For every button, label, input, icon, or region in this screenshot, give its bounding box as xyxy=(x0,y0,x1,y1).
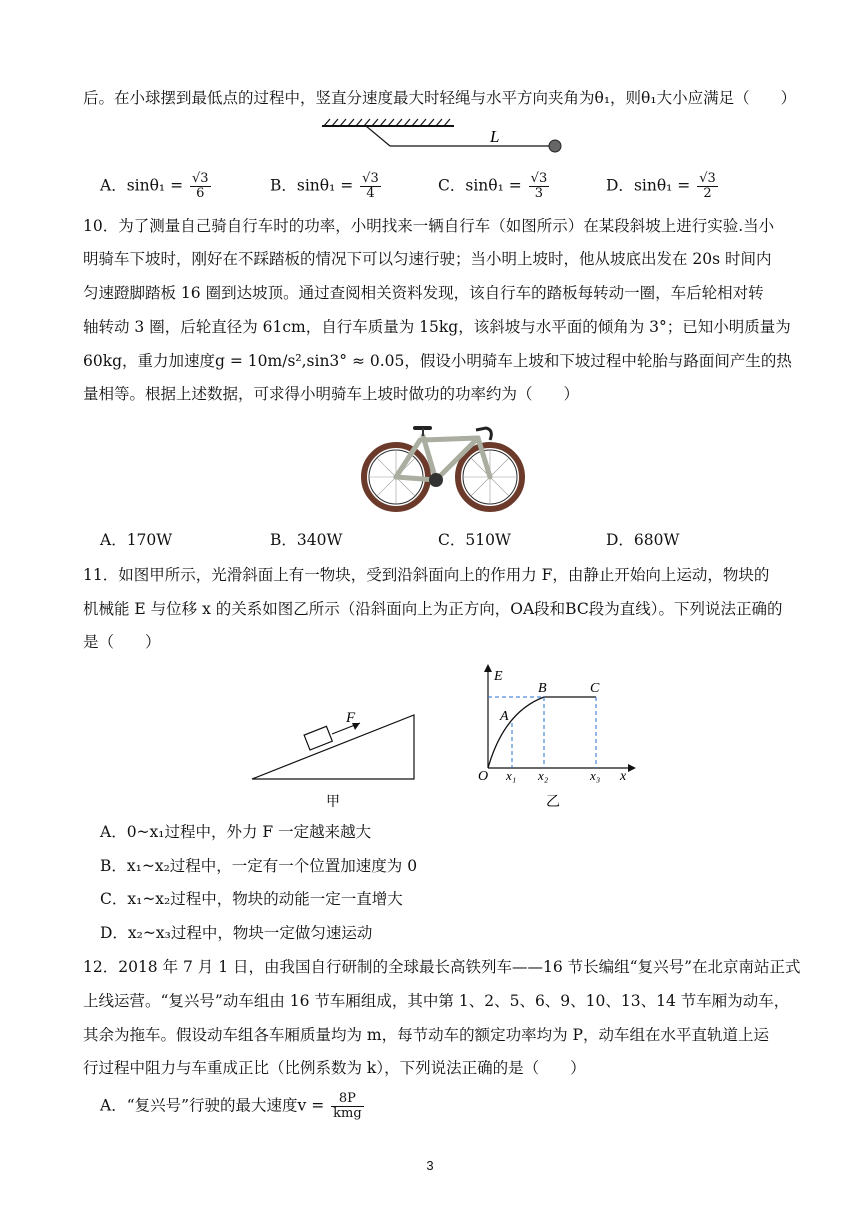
length-label: L xyxy=(490,127,500,146)
svg-text:B: B xyxy=(538,681,547,696)
q11-line-1: 11．如图甲所示，光滑斜面上有一物块，受到沿斜面向上的作用力 F，由静止开始向上运动，物块的 xyxy=(83,566,770,584)
q12-line-1: 12．2018 年 7 月 1 日，由我国自行研制的全球最长高铁列车——16 节长编组“复兴号”在北京南站正式 xyxy=(83,958,801,976)
q11-option-c[interactable]: C．x₁~x₂过程中，物块的动能一定一直增大 xyxy=(100,890,403,908)
energy-graph xyxy=(474,660,644,812)
q12-option-a[interactable]: A．“复兴号”行驶的最大速度v = $\frac{8P}{\text{kmg}}$ xyxy=(100,1091,362,1121)
svg-text:O: O xyxy=(478,769,489,784)
svg-text:A: A xyxy=(500,709,509,724)
q10-option-a[interactable]: A．170W xyxy=(100,531,173,549)
q10-line-3: 匀速蹬脚踏板 16 圈到达坡顶。通过查阅相关资料发现，该自行车的踏板每转动一圈，车后轮相对转 xyxy=(83,284,764,302)
pendulum-figure xyxy=(318,118,568,160)
svg-text:x₁: x₁ xyxy=(506,768,517,783)
svg-text:x: x xyxy=(620,769,627,784)
svg-text:x₃: x₃ xyxy=(590,768,601,783)
q9-text: 后。在小球摆到最低点的过程中，竖直分速度最大时轻绳与水平方向夹角为θ₁，则θ₁大小应满足（ ） xyxy=(83,89,797,107)
q10-line-4: 轴转动 3 圈，后轮直径为 61cm，自行车质量为 15kg，该斜坡与水平面的倾角为 3°；已知小明质量为 xyxy=(83,318,791,336)
q10-option-d[interactable]: D．680W xyxy=(606,531,680,549)
force-label: F xyxy=(346,710,356,726)
q11-option-b[interactable]: B．x₁~x₂过程中，一定有一个位置加速度为 0 xyxy=(100,857,418,875)
q11-line-3: 是（ ） xyxy=(83,633,161,651)
q10-option-b[interactable]: B．340W xyxy=(270,531,343,549)
q9-option-c[interactable]: C．sinθ₁ = $\frac{√3}{3}$ xyxy=(438,171,548,201)
svg-text:E: E xyxy=(494,669,503,684)
q10-option-c[interactable]: C．510W xyxy=(438,531,511,549)
q10-line-1: 10．为了测量自己骑自行车时的功率，小明找来一辆自行车（如图所示）在某段斜坡上进行实验.当小 xyxy=(83,217,775,235)
page-number: 3 xyxy=(426,1158,434,1173)
q12-line-3: 其余为拖车。假设动车组各车厢质量均为 m，每节动车的额定功率均为 P，动车组在水平直轨道上运 xyxy=(83,1026,769,1044)
q10-line-5: 60kg，重力加速度g = 10m/s²,sin3° ≈ 0.05，假设小明骑车上坡和下坡过程中轮胎与路面间产生的热 xyxy=(83,352,792,370)
q9-option-b[interactable]: B．sinθ₁ = $\frac{√3}{4}$ xyxy=(270,171,379,201)
incline-figure xyxy=(248,706,424,812)
ball xyxy=(549,140,561,152)
figure-jia-label: 甲 xyxy=(326,795,340,810)
q11-option-a[interactable]: A．0~x₁过程中，外力 F 一定越来越大 xyxy=(100,823,372,841)
q11-line-2: 机械能 E 与位移 x 的关系如图乙所示（沿斜面向上为正方向，OA段和BC段为直线）。下列说法正确的 xyxy=(83,600,783,618)
q12-line-4: 行过程中阻力与车重成正比（比例系数为 k），下列说法正确的是（ ） xyxy=(83,1059,586,1077)
q10-line-6: 量相等。根据上述数据，可求得小明骑车上坡时做功的功率约为（ ） xyxy=(83,385,580,403)
q9-option-d[interactable]: D．sinθ₁ = $\frac{√3}{2}$ xyxy=(606,171,716,201)
svg-text:C: C xyxy=(590,681,600,696)
bicycle-image xyxy=(358,412,528,518)
q12-line-2: 上线运营。“复兴号”动车组由 16 节车厢组成，其中第 1、2、5、6、9、10、13、14 节车厢为动车， xyxy=(83,992,790,1010)
svg-text:x₂: x₂ xyxy=(538,768,549,783)
q9-option-a[interactable]: A．sinθ₁ = $\frac{√3}{6}$ xyxy=(100,171,209,201)
figure-yi-label: 乙 xyxy=(546,795,560,810)
q11-option-d[interactable]: D．x₂~x₃过程中，物块一定做匀速运动 xyxy=(100,924,373,942)
q10-line-2: 明骑车下坡时，刚好在不踩踏板的情况下可以匀速行驶；当小明上坡时，他从坡底出发在 20s 时间内 xyxy=(83,250,772,268)
